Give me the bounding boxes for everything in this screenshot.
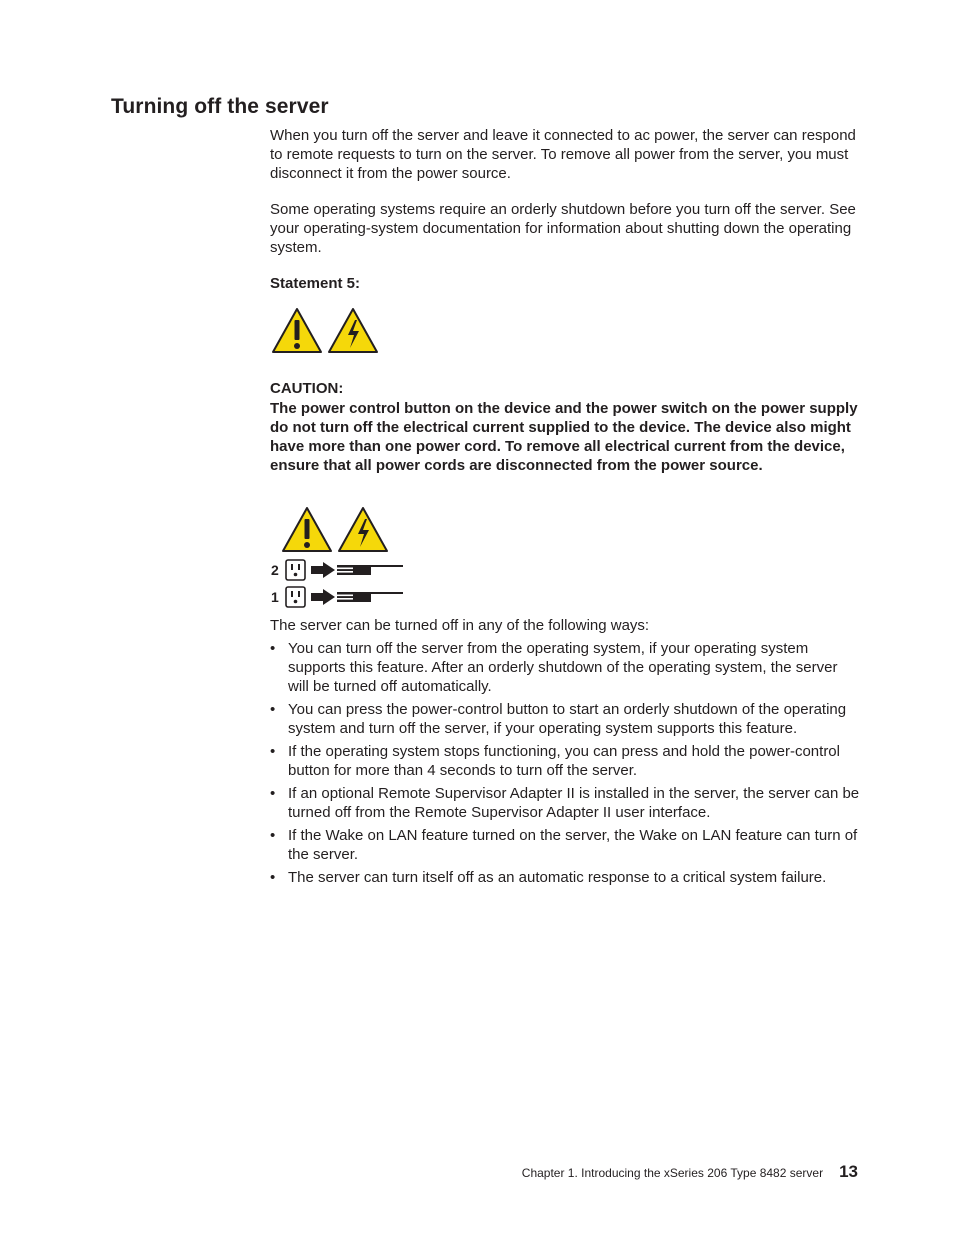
bullet-marker: • [270,640,276,657]
list-item [270,826,860,864]
power-cord-1 [271,586,411,610]
unplug-arrow-icon [311,562,335,578]
list-item-text: If the Wake on LAN feature turned on the server, the Wake on LAN feature can turn of the server. [288,827,858,863]
list-item [270,868,860,887]
statement-label: Statement 5: [270,275,361,292]
intro-paragraph: When you turn off the server and leave it connected to ac power, the server can respond to remote requests to turn on the server. To remove all power from the server, you must disconnect it from the power source. [270,127,856,182]
list-item-text: You can press the power-control button to start an orderly shutdown of the operating system and turn off the server, if your operating system supports this feature. [288,701,847,737]
warning-icons-group-2 [282,505,392,555]
list-item [270,742,860,780]
cord-number-1: 1 [271,589,279,605]
power-plug-icon [337,592,403,602]
list-item-text: If the operating system stops functioning, you can press and hold the power-control button for more than 4 seconds to turn off the server. [288,743,840,779]
page-footer [0,1162,858,1182]
bullet-marker: • [270,785,276,802]
list-item [270,784,860,822]
section-heading: Turning off the server [111,95,329,118]
power-outlet-icon [286,560,305,580]
list-item-text: The server can turn itself off as an automatic response to a critical system failure. [288,869,827,886]
unplug-arrow-icon [311,589,335,605]
power-plug-icon [337,565,403,575]
power-outlet-icon [286,587,305,607]
electrical-hazard-icon [339,508,387,551]
caution-label: CAUTION: [270,380,344,397]
shutdown-methods-list [270,639,860,891]
bullet-marker: • [270,701,276,718]
shutdown-paragraph: Some operating systems require an orderly shutdown before you turn off the server. See your operating-system documentation for information about shutting down the operating system. [270,201,856,256]
footer-chapter: Chapter 1. Introducing the xSeries 206 Type 8482 server [521,1166,824,1180]
list-item-text: If an optional Remote Supervisor Adapter II is installed in the server, the server can be turned off from the Remote Supervisor Adapter II user interface. [288,785,860,821]
bullet-marker: • [270,869,276,886]
page-number: 13 [839,1162,858,1181]
power-cord-2 [271,559,411,583]
caution-text: The power control button on the device and the power switch on the power supply do not turn off the electrical current supplied to the device. The device also might have more than one power cord. To remove all electrical current from the device, ensure that all power cords are disconnected from the power source. [270,400,858,474]
list-item [270,639,860,696]
cord-number-2: 2 [271,562,279,578]
exclamation-warning-icon [273,309,321,352]
warning-icons-group [272,306,382,356]
bullet-marker: • [270,827,276,844]
exclamation-warning-icon [283,508,331,551]
list-item [270,700,860,738]
list-item-text: You can turn off the server from the operating system, if your operating system supports this feature. After an orderly shutdown of the operating system, the server will be turned off automatically. [288,640,838,695]
electrical-hazard-icon [329,309,377,352]
list-intro: The server can be turned off in any of the following ways: [270,617,650,634]
bullet-marker: • [270,743,276,760]
